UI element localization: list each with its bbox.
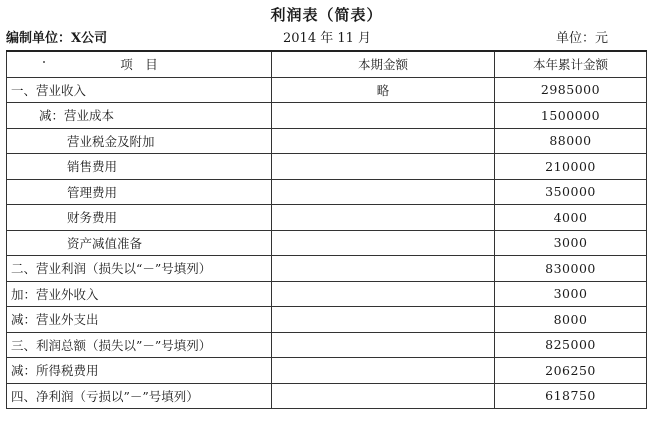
row-current-amount	[272, 230, 495, 256]
row-ytd-amount: 3000	[495, 281, 647, 307]
column-header-ytd: 本年累计金额	[495, 51, 647, 77]
row-item: 四、净利润（亏损以”－”号填列）	[7, 383, 272, 409]
row-item: 减：营业成本	[7, 103, 272, 129]
currency-unit: 单位：元	[556, 31, 609, 46]
row-current-amount	[272, 128, 495, 154]
row-ytd-amount: 88000	[495, 128, 647, 154]
table-row	[7, 77, 647, 103]
scan-speck	[43, 61, 45, 63]
table-row	[7, 103, 647, 129]
row-item: 加：营业外收入	[7, 281, 272, 307]
row-item: 营业税金及附加	[7, 128, 272, 154]
table-row	[7, 256, 647, 282]
column-header-current: 本期金额	[272, 51, 495, 77]
table-row	[7, 358, 647, 384]
row-ytd-amount: 206250	[495, 358, 647, 384]
row-ytd-amount: 4000	[495, 205, 647, 231]
table-row	[7, 230, 647, 256]
row-current-amount	[272, 358, 495, 384]
row-current-amount	[272, 154, 495, 180]
row-item: 三、利润总额（损失以”－”号填列）	[7, 332, 272, 358]
table-row	[7, 128, 647, 154]
report-period: 2014 年 11 月	[283, 31, 372, 46]
row-current-amount	[272, 179, 495, 205]
row-current-amount	[272, 307, 495, 333]
row-current-amount	[272, 383, 495, 409]
row-item: 减：所得税费用	[7, 358, 272, 384]
table-row	[7, 281, 647, 307]
row-item: 减：营业外支出	[7, 307, 272, 333]
table-row	[7, 307, 647, 333]
row-item: 销售费用	[7, 154, 272, 180]
table-row	[7, 332, 647, 358]
row-item: 资产减值准备	[7, 230, 272, 256]
table-row	[7, 383, 647, 409]
table-row	[7, 179, 647, 205]
row-ytd-amount: 210000	[495, 154, 647, 180]
income-statement-table	[6, 50, 647, 409]
row-ytd-amount: 618750	[495, 383, 647, 409]
table-row	[7, 154, 647, 180]
column-header-item: 项 目	[7, 51, 272, 77]
table-row	[7, 205, 647, 231]
row-ytd-amount: 825000	[495, 332, 647, 358]
row-current-amount	[272, 256, 495, 282]
row-ytd-amount: 3000	[495, 230, 647, 256]
row-ytd-amount: 1500000	[495, 103, 647, 129]
row-current-amount	[272, 103, 495, 129]
row-item: 财务费用	[7, 205, 272, 231]
row-current-amount	[272, 281, 495, 307]
row-ytd-amount: 830000	[495, 256, 647, 282]
row-ytd-amount: 8000	[495, 307, 647, 333]
row-item: 管理费用	[7, 179, 272, 205]
preparing-unit: 编制单位：X公司	[6, 31, 108, 46]
row-item: 一、营业收入	[7, 77, 272, 103]
row-ytd-amount: 2985000	[495, 77, 647, 103]
row-ytd-amount: 350000	[495, 179, 647, 205]
row-current-amount: 略	[272, 77, 495, 103]
table-header-row	[7, 51, 647, 77]
row-current-amount	[272, 332, 495, 358]
row-item: 二、营业利润（损失以“－”号填列）	[7, 256, 272, 282]
report-title: 利润表（简表）	[270, 6, 383, 24]
row-current-amount	[272, 205, 495, 231]
